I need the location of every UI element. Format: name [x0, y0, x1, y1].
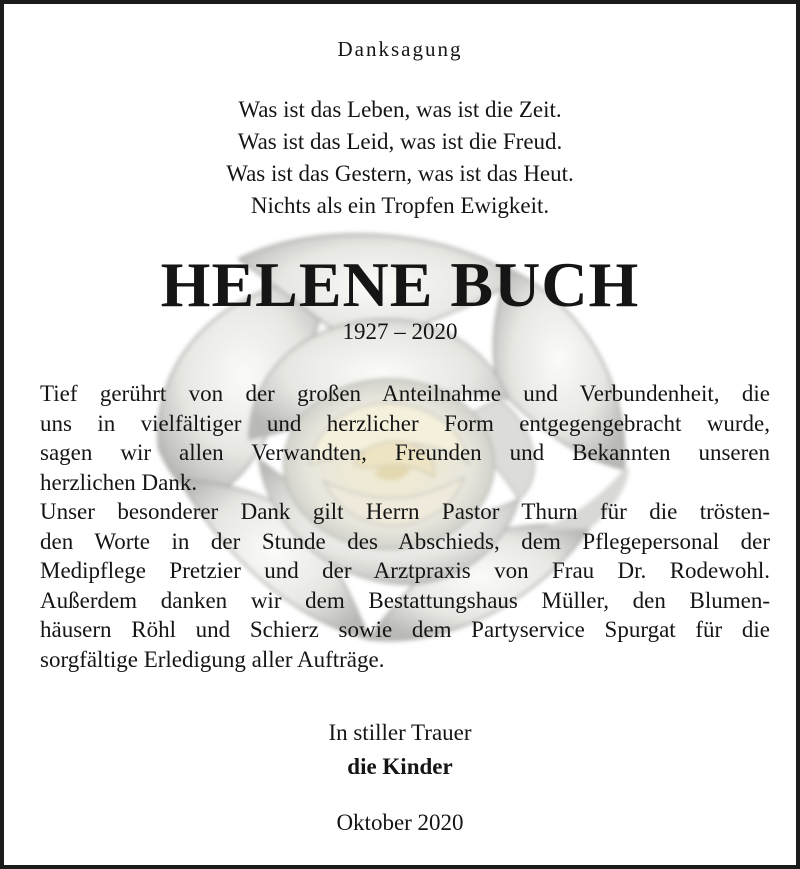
closing-line: In stiller Trauer — [328, 720, 472, 745]
body-line: Außerdem danken wir dem Bestattungshaus Müller, den Blumen- — [40, 587, 770, 613]
closing — [4, 716, 796, 784]
body-line: Unser besonderer Dank gilt Herrn Pastor Thurn für die trösten- — [40, 499, 770, 524]
poem-line: Was ist das Leben, was ist die Zeit. — [238, 97, 562, 122]
signer: die Kinder — [347, 754, 453, 779]
deceased-name: HELENE BUCH — [160, 249, 640, 320]
poem-line: Was ist das Gestern, was ist das Heut. — [226, 161, 574, 186]
body-line: uns in vielfältiger und herzlicher Form entgegengebracht wurde, — [40, 410, 770, 436]
body-line: Medipflege Pretzier und der Arztpraxis von Frau Dr. Rodewohl. — [40, 558, 770, 583]
poem — [4, 94, 796, 222]
body-line: Tief gerührt von der großen Anteilnahme und Verbundenheit, die — [40, 381, 770, 406]
body-line: herzlichen Dank. — [40, 469, 198, 495]
body-line: den Worte in der Stunde des Abschieds, dem Pflegepersonal der — [40, 528, 770, 554]
life-dates: 1927 – 2020 — [342, 319, 458, 344]
notice-date: Oktober 2020 — [336, 810, 464, 835]
notice-heading: Danksagung — [337, 37, 463, 61]
body-line: sorgfältige Erledigung aller Aufträge. — [40, 646, 385, 672]
poem-line: Nichts als ein Tropfen Ewigkeit. — [250, 193, 550, 218]
body-line: häusern Röhl und Schierz sowie dem Partyservice Spurgat für die — [40, 617, 770, 642]
thanks-text — [40, 379, 770, 674]
body-line: sagen wir allen Verwandten, Freunden und Bekannten unseren — [40, 440, 770, 465]
poem-line: Was ist das Leid, was ist die Freud. — [237, 129, 563, 154]
